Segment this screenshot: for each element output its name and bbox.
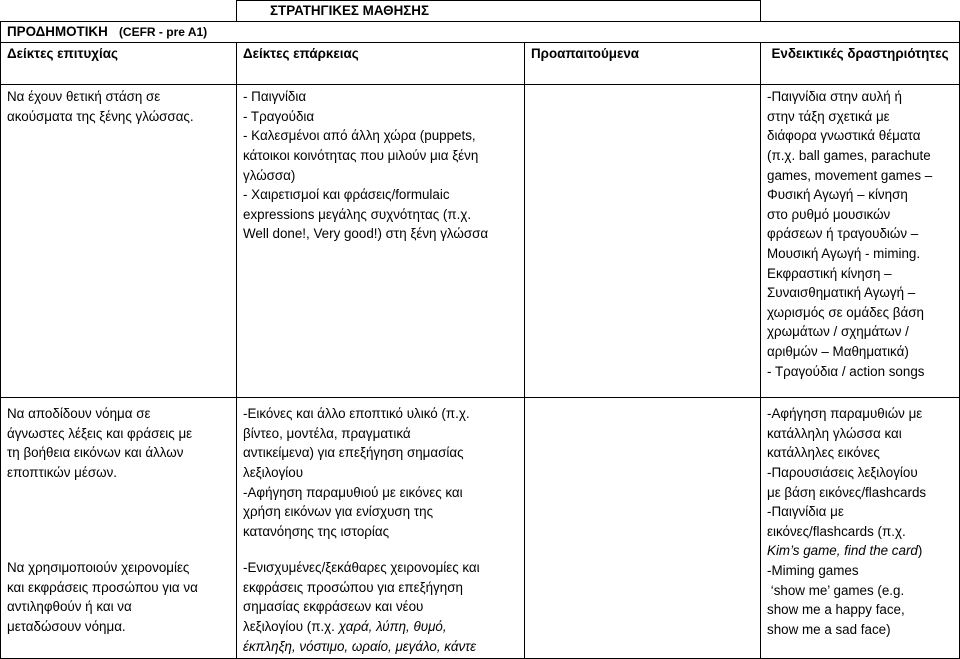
header-row [1, 43, 960, 85]
level-heading [1, 21, 960, 43]
success-cell: Να έχουν θετική στάση σε ακούσματα της ξένης γλώσσας. [1, 85, 237, 398]
page-title: ΣΤΡΑΤΗΓΙΚΕΣ ΜΑΘΗΣΗΣ [237, 1, 761, 22]
competence-cell: - Παιγνίδια - Τραγούδια - Καλεσμένοι από άλλη χώρα (puppets, κάτοικοι κοινότητας που μιλούν μια ξένη γλώσσα) - Χαιρετισμοί και φράσεις/formulaic expressions μεγάλης συχνότητας (π.χ. Well done!, Very good!) στη ξένη γλώσσα [237, 85, 525, 398]
title-spacer [1, 1, 237, 22]
column-header-competence: Δείκτες επάρκειας [237, 43, 525, 85]
prerequisites-cell [525, 85, 761, 398]
table-row [1, 85, 960, 398]
level-label: ΠΡΟΔΗΜΟΤΙΚΗ [7, 23, 108, 39]
cefr-label: (CEFR - pre A1) [118, 24, 208, 39]
prerequisites-cell [525, 398, 761, 659]
table-row [1, 398, 960, 557]
competence-cell: -Εικόνες και άλλο εποπτικό υλικό (π.χ. βίντεο, μοντέλα, πραγματικά αντικείμενα) για επεξήγηση σημασίας λεξιλογίου -Αφήγηση παραμυθιού με εικόνες και χρήση εικόνων για ενίσχυση της κατανόησης της ιστορίας [237, 398, 525, 557]
success-cell: Να αποδίδουν νόημα σε άγνωστες λέξεις και φράσεις με τη βοήθεια εικόνων και άλλων εποπτικών μέσων. [1, 398, 237, 557]
success-cell: Να χρησιμοποιούν χειρονομίες και εκφράσεις προσώπου για να αντιληφθούν ή και να μεταδώσουν νόημα. [1, 556, 237, 658]
title-spacer-right [761, 1, 960, 22]
activities-cell: -Αφήγηση παραμυθιών με κατάλληλη γλώσσα και κατάλληλες εικόνες -Παρουσιάσεις λεξιλογίου με βάση εικόνες/flashcards -Παιγνίδια με εικόνες/flashcards (π.χ. Kim’s game, find the card) -Miming games ‘show me’ games (e.g. show me a happy face, show me a sad face) [761, 398, 960, 659]
column-header-prerequisites: Προαπαιτούμενα [525, 43, 761, 85]
competence-cell: -Ενισχυμένες/ξεκάθαρες χειρονομίες και εκφράσεις προσώπου για επεξήγηση σημασίας εκφράσεων και νέου λεξιλογίου (π.χ. χαρά, λύπη, θυμό, έκπληξη, νόστιμο, ωραίο, μεγάλο, κάντε [237, 556, 525, 658]
column-header-activities: Ενδεικτικές δραστηριότητες [761, 43, 960, 85]
column-header-success: Δείκτες επιτυχίας [1, 43, 237, 85]
activities-cell: -Παιγνίδια στην αυλή ή στην τάξη σχετικά με διάφορα γνωστικά θέματα (π.χ. ball games, parachute games, movement games – Φυσική Αγωγή – κίνηση στο ρυθμό μουσικών φράσεων ή τραγουδιών – Μουσική Αγωγή - miming. Εκφραστική κίνηση – Συναισθηματική Αγωγή – χωρισμός σε ομάδες βάση χρωμάτων / σχημάτων / αριθμών – Μαθηματικά) - Τραγούδια / action songs [761, 85, 960, 398]
